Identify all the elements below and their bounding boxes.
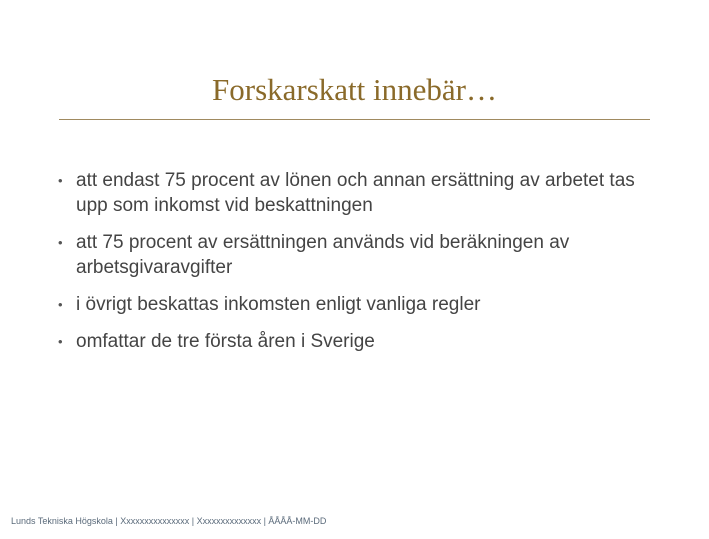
title-divider [59,119,650,120]
slide-footer: Lunds Tekniska Högskola | Xxxxxxxxxxxxxxx | Xxxxxxxxxxxxxx | ÅÅÅÅ-MM-DD [11,516,327,526]
bullet-item [58,329,658,354]
bullet-item [58,168,658,218]
bullet-icon: • [58,334,63,349]
bullet-item [58,230,658,280]
slide-title: Forskarskatt innebär… [212,72,497,107]
bullet-text: att endast 75 procent av lönen och annan ersättning av arbetet tas upp som inkomst vid beskattningen [76,170,635,216]
bullet-item [58,292,658,317]
bullet-text: att 75 procent av ersättningen används vid beräkningen av arbetsgivaravgifter [76,232,570,278]
bullet-text: omfattar de tre första åren i Sverige [76,331,375,352]
bullet-icon: • [58,235,63,250]
bullet-icon: • [58,173,63,188]
bullet-list [58,168,658,366]
bullet-text: i övrigt beskattas inkomsten enligt vanliga regler [76,294,481,315]
bullet-icon: • [58,297,63,312]
